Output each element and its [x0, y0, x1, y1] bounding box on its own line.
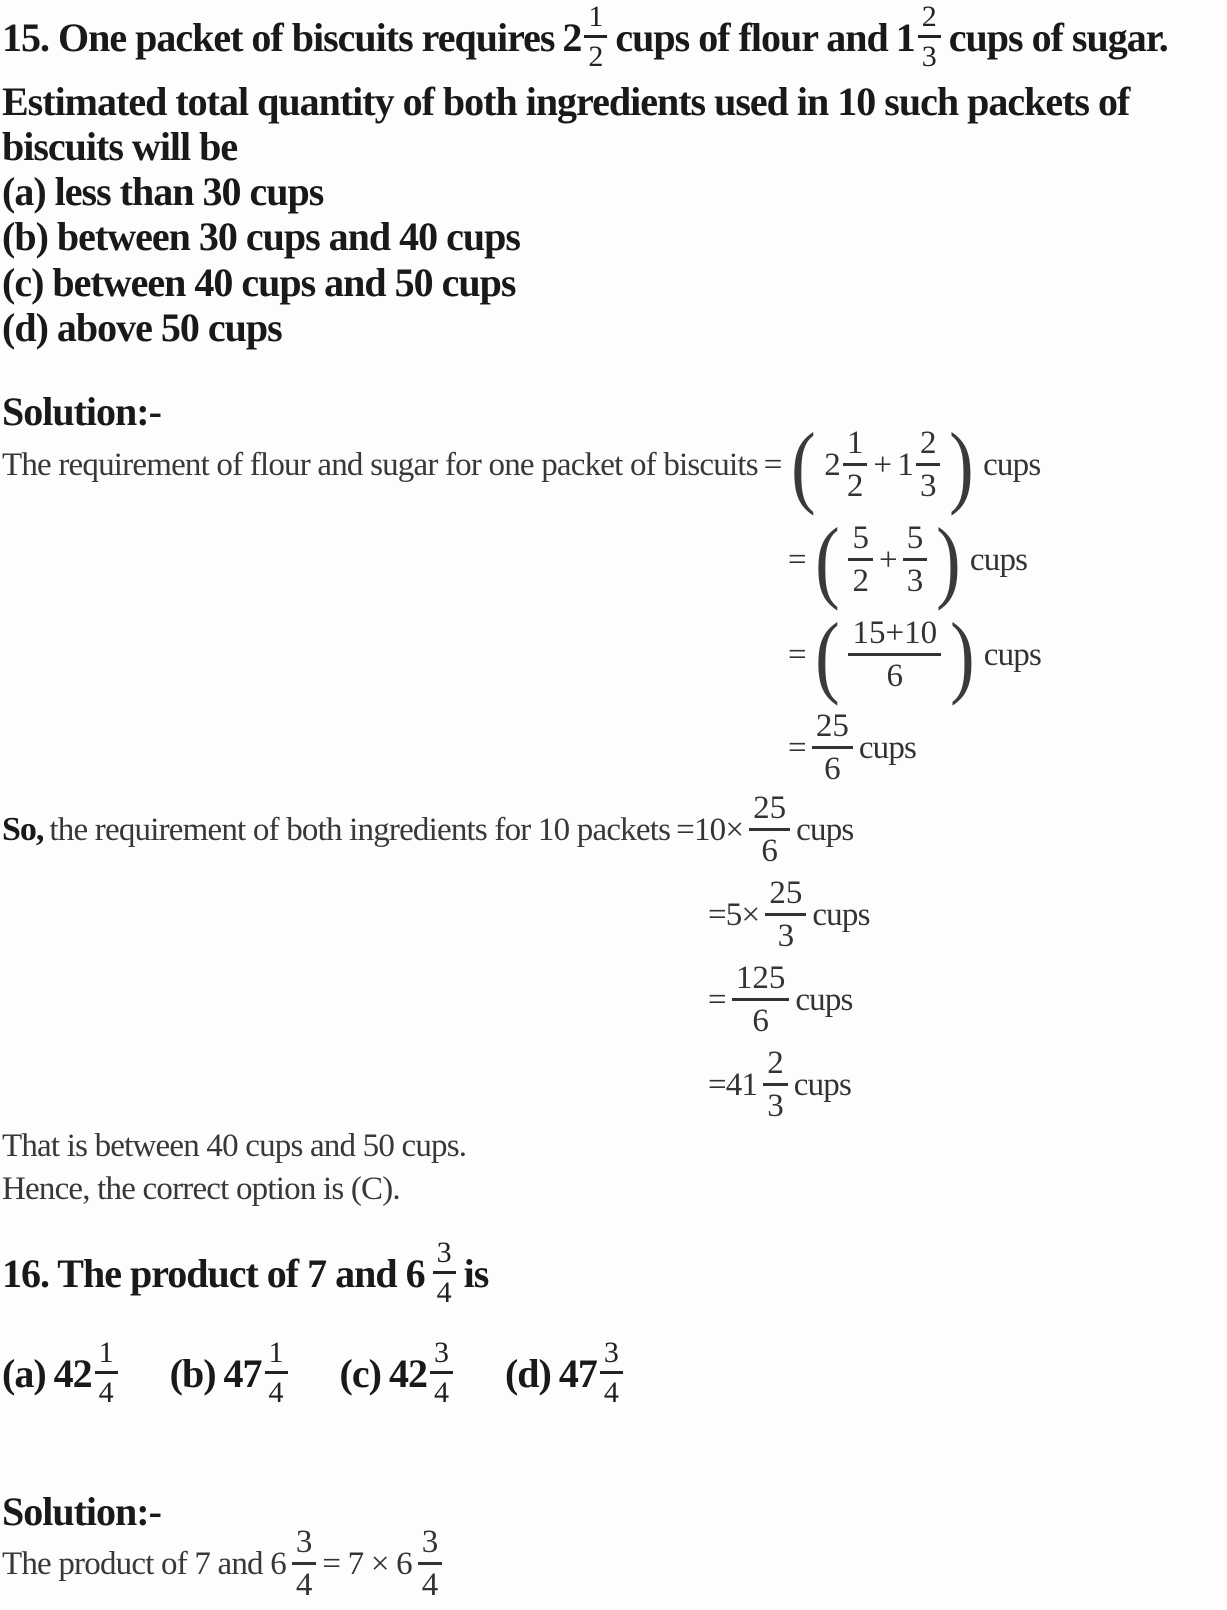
- fraction-numerator: 25: [749, 792, 790, 831]
- fraction: [763, 1047, 788, 1123]
- fraction-numerator: 1: [843, 427, 868, 466]
- equation-line-1: The requirement of flour and sugar for one packet of biscuits = ( 2 $\frac{1}{2}$ + 1 $\frac{2}{3}$ ) cups: [2, 414, 1041, 516]
- unit-label: cups: [793, 1066, 852, 1103]
- answer-text: Hence, the correct option is (C).: [2, 1171, 400, 1207]
- equals-sign: =: [788, 636, 806, 673]
- fraction-denominator: 6: [886, 658, 904, 694]
- whole-number: 47: [558, 1350, 597, 1396]
- fraction-numerator: 1: [584, 2, 607, 38]
- question-16-intro: 16. The product of 7 and 6: [2, 1250, 425, 1296]
- fraction-numerator: 2: [918, 2, 941, 38]
- fraction: [418, 1526, 443, 1602]
- question-15-title: [2, 0, 1168, 74]
- equals-sign: =: [788, 541, 806, 578]
- option-label: (a): [2, 1350, 46, 1396]
- fraction: [848, 522, 873, 598]
- fraction-denominator: 3: [777, 918, 795, 954]
- question-15-line2: Estimated total quantity of both ingredients used in 10 such packets of: [2, 79, 1130, 124]
- option-c-group: [340, 1338, 453, 1408]
- fraction: [433, 1238, 456, 1308]
- fraction-denominator: 3: [919, 468, 937, 504]
- option-d: (d) above 50 cups: [2, 305, 282, 350]
- option-c: (c) between 40 cups and 50 cups: [2, 260, 516, 305]
- equals-sign: =: [788, 729, 806, 766]
- fraction: [903, 522, 928, 598]
- whole-number: 1: [897, 446, 913, 483]
- question-16-title: [2, 1236, 488, 1310]
- whole-number: 42: [388, 1350, 427, 1396]
- fraction-numerator: 5: [848, 522, 873, 561]
- fraction-denominator: 4: [603, 1376, 619, 1409]
- solution-15-text: The requirement of flour and sugar for one packet of biscuits: [2, 446, 758, 483]
- mixed-number: [897, 427, 940, 503]
- mixed-number: [559, 1338, 623, 1408]
- equals-sign: =: [763, 446, 782, 483]
- sugar-whole: 1: [895, 14, 915, 60]
- equation-line-3: = ( $\frac{15+10}{6}$ ) cups: [788, 604, 1042, 706]
- question-16-options: [2, 1335, 675, 1411]
- fraction-denominator: 4: [421, 1567, 439, 1603]
- fraction: [749, 792, 790, 868]
- mixed-number-sugar: [896, 2, 941, 72]
- fraction-denominator: 4: [98, 1376, 114, 1409]
- equals-expression: = 7 × 6: [322, 1545, 412, 1582]
- fraction-denominator: 3: [767, 1088, 784, 1124]
- option-b: (b) between 30 cups and 40 cups: [2, 214, 520, 259]
- fraction-denominator: 3: [921, 40, 937, 73]
- option-d-group: [505, 1338, 623, 1408]
- conclusion-text: That is between 40 cups and 50 cups.: [2, 1128, 467, 1164]
- fraction-denominator: 3: [906, 563, 924, 599]
- question-15-line3: biscuits will be: [2, 124, 238, 169]
- fraction-denominator: 2: [852, 563, 869, 599]
- fraction-denominator: 4: [433, 1376, 449, 1409]
- fraction-numerator: 3: [418, 1526, 443, 1565]
- fraction-denominator: 2: [846, 468, 864, 504]
- question-16-end: is: [463, 1250, 489, 1296]
- fraction-denominator: 4: [268, 1376, 284, 1409]
- fraction: [812, 710, 853, 786]
- whole-number: 42: [53, 1350, 92, 1396]
- fraction-denominator: 2: [588, 40, 604, 73]
- fraction-numerator: 5: [903, 522, 928, 561]
- fraction-numerator: 125: [732, 962, 790, 1001]
- fraction: [430, 1338, 453, 1408]
- unit-label: cups: [858, 729, 917, 766]
- fraction: [843, 427, 868, 503]
- fraction-denominator: 6: [761, 833, 778, 869]
- fraction: [916, 427, 941, 503]
- equals-expression: =10×: [676, 811, 744, 848]
- solution-15-so-text: the requirement of both ingredients for 10 packets: [49, 811, 671, 848]
- mixed-number: [224, 1338, 288, 1408]
- fraction-flour: [584, 2, 607, 72]
- fraction-numerator: 3: [292, 1526, 317, 1565]
- mixed-number: [389, 1338, 453, 1408]
- solution-16-heading: Solution:-: [2, 1489, 161, 1534]
- mixed-number-flour: [562, 2, 607, 72]
- fraction-denominator: 6: [824, 751, 841, 787]
- whole-number: 2: [824, 446, 840, 483]
- fraction-numerator: 25: [765, 877, 806, 916]
- equation-line-5: [2, 784, 853, 876]
- fraction: [292, 1526, 317, 1602]
- plus-sign: +: [878, 541, 897, 578]
- fraction-sugar: [918, 2, 941, 72]
- fraction: [95, 1338, 118, 1408]
- unit-label: cups: [812, 896, 870, 933]
- option-label: (d): [504, 1350, 551, 1396]
- fraction-numerator: 25: [812, 710, 853, 749]
- fraction-denominator: 4: [295, 1567, 313, 1603]
- equation-line-7: [708, 954, 853, 1046]
- equation-line-4: [788, 702, 916, 794]
- equation-line-8: [708, 1039, 851, 1131]
- so-label: So,: [2, 811, 44, 848]
- fraction-numerator: 3: [433, 1238, 456, 1274]
- question-15-mid: cups of flour and: [615, 14, 888, 60]
- fraction-denominator: 6: [752, 1003, 769, 1039]
- question-15-end: cups of sugar.: [948, 14, 1168, 60]
- option-label: (c): [339, 1350, 381, 1396]
- unit-label: cups: [796, 811, 854, 848]
- fraction-numerator: 2: [763, 1047, 788, 1086]
- solution-16-text: The product of 7 and 6: [2, 1545, 286, 1582]
- question-15-intro: 15. One packet of biscuits requires: [2, 14, 555, 60]
- flour-whole: 2: [562, 14, 582, 60]
- fraction: [600, 1338, 623, 1408]
- whole-number: 47: [223, 1350, 262, 1396]
- option-a: (a) less than 30 cups: [2, 169, 324, 214]
- option-a-group: [2, 1338, 118, 1408]
- equals-sign: =: [708, 981, 726, 1018]
- mixed-number: [824, 427, 867, 503]
- fraction: [732, 962, 790, 1038]
- fraction-numerator: 2: [916, 427, 941, 466]
- fraction: [265, 1338, 288, 1408]
- solution-16-line: [2, 1524, 442, 1604]
- mixed-number: [54, 1338, 118, 1408]
- unit-label: cups: [983, 446, 1041, 483]
- fraction-denominator: 4: [436, 1276, 452, 1309]
- fraction-numerator: 1: [265, 1338, 288, 1374]
- unit-label: cups: [795, 981, 853, 1018]
- option-b-group: [170, 1338, 288, 1408]
- unit-label: cups: [983, 636, 1042, 673]
- equals-expression: =5×: [708, 896, 760, 933]
- plus-sign: +: [873, 446, 892, 483]
- equation-line-6: [708, 869, 870, 961]
- fraction-numerator: 3: [600, 1338, 623, 1374]
- equation-line-2: = ( $\frac{5}{2}$ + $\frac{5}{3}$ ) cups: [788, 509, 1028, 611]
- equals-expression: =41: [708, 1066, 758, 1103]
- solution-15-heading: Solution:-: [2, 389, 161, 434]
- fraction: [765, 877, 806, 953]
- fraction-numerator: 3: [430, 1338, 453, 1374]
- option-label: (b): [169, 1350, 216, 1396]
- fraction: [848, 617, 941, 693]
- unit-label: cups: [969, 541, 1028, 578]
- fraction-numerator: 15+10: [848, 617, 941, 656]
- fraction-numerator: 1: [95, 1338, 118, 1374]
